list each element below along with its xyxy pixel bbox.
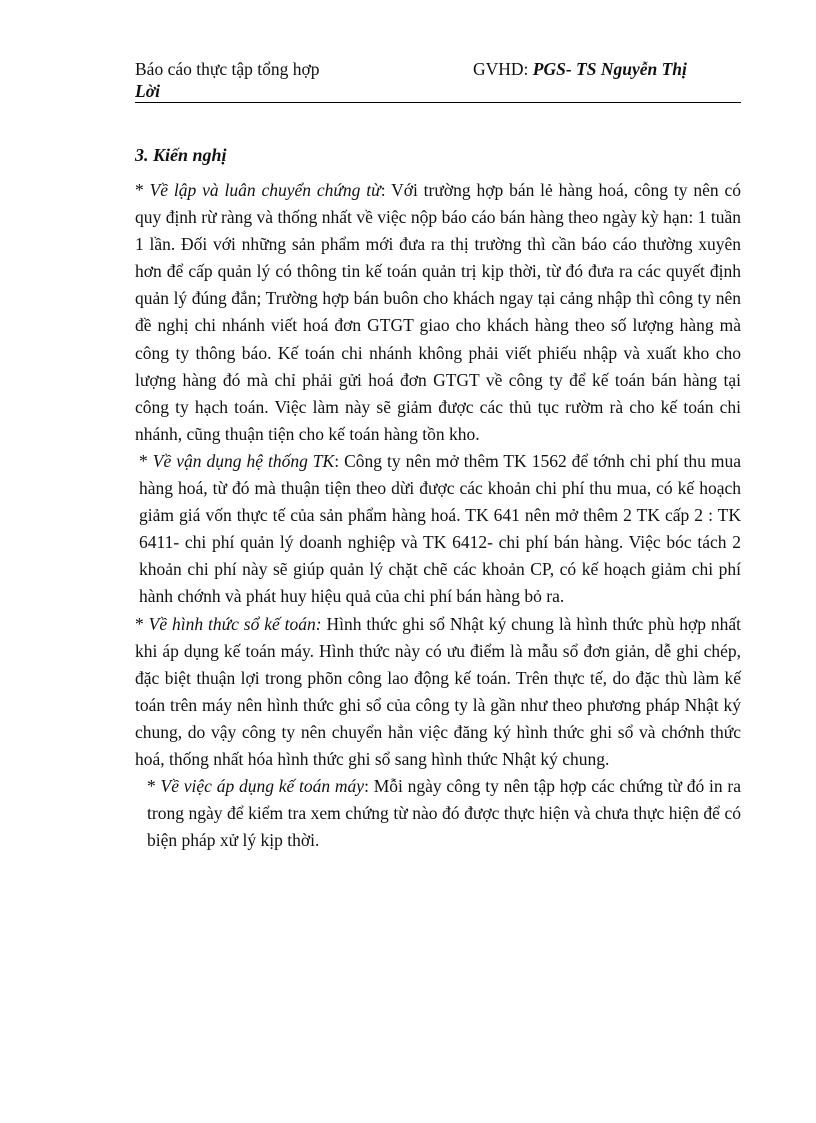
paragraph-text: Hình thức ghi sổ Nhật ký chung là hình thức phù hợp nhất khi áp dụng kế toán máy. Hình thức này có ưu điểm là mẫu sổ đơn giản, dễ ghi chép, đặc biệt thuận lợi trong phõn công lao động kế toán. Trên thực tế, do đặc thù làm kế toán trên máy nên hình thức ghi sổ của công ty là gần như theo phương pháp Nhật ký chung, do vậy công ty nên chuyển hẳn việc đăng ký hình thức ghi sổ và chớnh thức hoá, thống nhất hóa hình thức ghi sổ sang hình thức Nhật ký chung. [135, 613, 742, 769]
paragraph-text: : Với trường hợp bán lẻ hàng hoá, công ty nên có quy định rừ ràng và thống nhất về việc nộp báo cáo bán hàng theo ngày kỳ hạn: 1 tuần 1 lần. Đối với những sản phẩm mới đưa ra thị trường thì cần báo cáo thường xuyên hơn để cấp quản lý có thông tin kế toán quản trị kịp thời, từ đó đưa ra các quyết định quản lý đúng đắn; Trường hợp bán buôn cho khách ngay tại cảng nhập thì công ty nên đề nghị chi nhánh viết hoá đơn GTGT giao cho khách hàng theo số lượng hàng mà công ty thông báo. Kế toán chi nhánh không phải viết phiếu nhập và xuất kho cho lượng hàng đó mà chỉ phải gửi hoá đơn GTGT về công ty để kế toán bán hàng tại công ty hạch toán. Việc làm này sẽ giảm được các thủ tục rườm rà cho kế toán chi nhánh, cũng thuận tiện cho kế toán hàng tồn kho. [135, 180, 741, 444]
advisor-label: GVHD: [473, 59, 533, 79]
section-title: 3. Kiến nghị [135, 145, 227, 165]
page-header [135, 58, 741, 103]
paragraph-software [135, 773, 741, 854]
paragraph-lead: Về vận dụng hệ thống TK [152, 450, 335, 471]
paragraph-documents [135, 177, 741, 448]
header-left [135, 58, 319, 102]
paragraph-lead: Về hình thức sổ kế toán: [148, 613, 322, 634]
paragraph-lead: Về việc áp dụng kế toán máy [160, 776, 365, 797]
bullet: * [139, 450, 153, 471]
bullet: * [147, 776, 161, 797]
paragraph-lead: Về lập và luân chuyển chứng từ [149, 180, 381, 200]
paragraph-accounts [135, 448, 741, 611]
report-title-continuation: Lời [135, 81, 160, 101]
advisor-info [473, 58, 687, 80]
paragraph-bookkeeping [135, 611, 741, 774]
report-title: Báo cáo thực tập tổng hợp [135, 59, 320, 79]
paragraph-text: : Mỗi ngày công ty nên tập hợp các chứng từ đó in ra trong ngày để kiểm tra xem chứng từ nào đó được thực hiện và chưa thực hiện để có biện pháp xử lý kịp thời. [147, 776, 741, 851]
bullet: * [135, 180, 150, 200]
advisor-name: PGS- TS Nguyễn Thị [532, 59, 687, 79]
body-text [135, 177, 741, 854]
bullet: * [135, 613, 149, 634]
paragraph-text: : Công ty nên mở thêm TK 1562 để tớnh chi phí thu mua hàng hoá, từ đó mà thuận tiện theo dừi được các khoản chi phí thu mua, có kế hoạch giảm giá vốn thực tế của sản phẩm hàng hoá. TK 641 nên mở thêm 2 TK cấp 2 : TK 6411- chi phí quản lý doanh nghiệp và TK 6412- chi phí bán hàng. Việc bóc tách 2 khoản chi phí này sẽ giúp quản lý chặt chẽ các khoản CP, có kế hoạch giảm chi phí hành chớnh và phát huy hiệu quả của chi phí bán hàng bỏ ra. [139, 450, 742, 607]
